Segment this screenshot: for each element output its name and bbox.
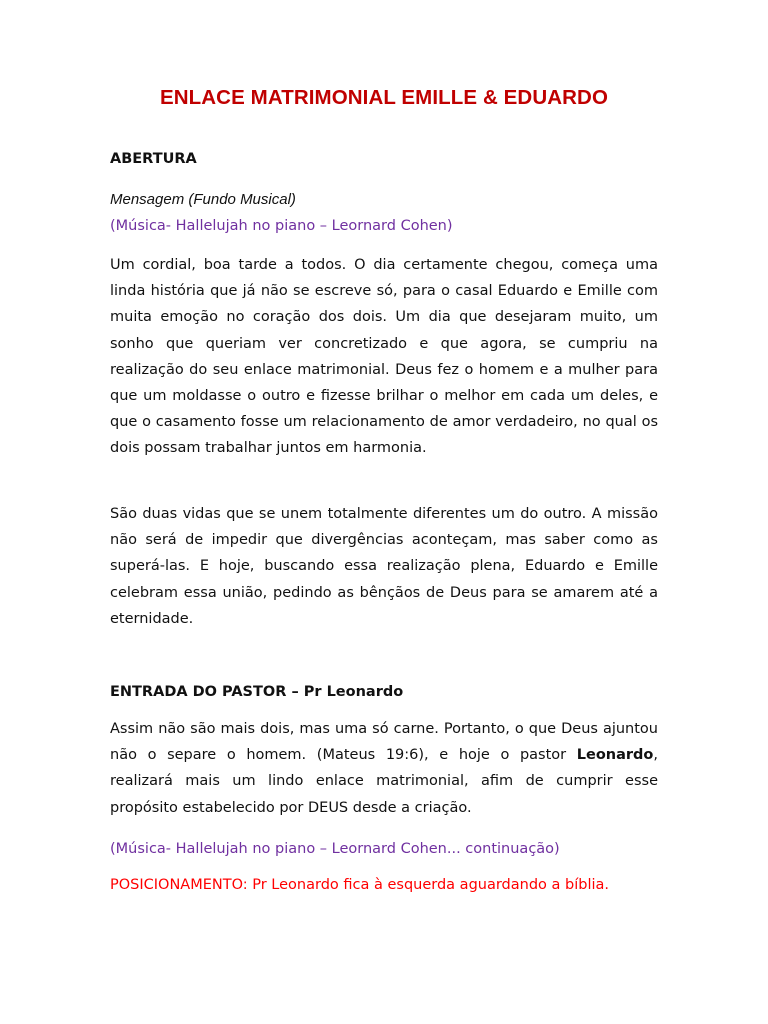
section-heading-abertura: ABERTURA [110,151,197,167]
music-note: (Música- Hallelujah no piano – Leornard Cohen) [110,218,453,234]
paragraph-opening-2: São duas vidas que se unem totalmente diferentes um do outro. A missão não será de impedir que divergências aconteçam, mas saber como as superá-las. E hoje, buscando essa realização plena, Eduardo e Emille celebram essa união, pedindo as bênçãos de Deus para se amarem até a eternidade. [110,506,658,627]
pastor-name-bold: Leonardo [576,747,654,764]
paragraph-pastor [110,716,658,821]
section-heading-entrada-do-pastor [110,684,403,700]
music-note-continuation: (Música- Hallelujah no piano – Leornard Cohen... continuação) [110,841,560,857]
document-title: ENLACE MATRIMONIAL EMILLE & EDUARDO [159,86,609,109]
paragraph-pastor-text-b: , realizará mais um lindo enlace matrimonial, afim de cumprir esse propósito estabelecido por DEUS desde a criação. [110,747,658,816]
paragraph-opening-1: Um cordial, boa tarde a todos. O dia certamente chegou, começa uma linda história que já não se escreve só, para o casal Eduardo e Emille com muita emoção no coração dos dois. Um dia que desejaram muito, um sonho que queriam ver concretizado e que agora, se cumpriu na realização do seu enlace matrimonial. Deus fez o homem e a mulher para que um moldasse o outro e fizesse brilhar o melhor em cada um deles, e que o casamento fosse um relacionamento de amor verdadeiro, no qual os dois possam trabalhar juntos em harmonia. [110,257,658,457]
paragraph-pastor-text-a: Assim não são mais dois, mas uma só carne. Portanto, o que Deus ajuntou não o separe o homem. (Mateus 19:6), e hoje o pastor [110,721,658,764]
section-heading-suffix: – Pr Leonardo [286,684,404,700]
positioning-label: POSICIONAMENTO: [110,877,248,893]
section-heading-label: ENTRADA DO PASTOR [110,684,287,700]
positioning-note [110,877,609,893]
section-subtitle: Mensagem (Fundo Musical) [110,191,296,208]
positioning-text: Pr Leonardo fica à esquerda aguardando a bíblia. [247,877,610,893]
